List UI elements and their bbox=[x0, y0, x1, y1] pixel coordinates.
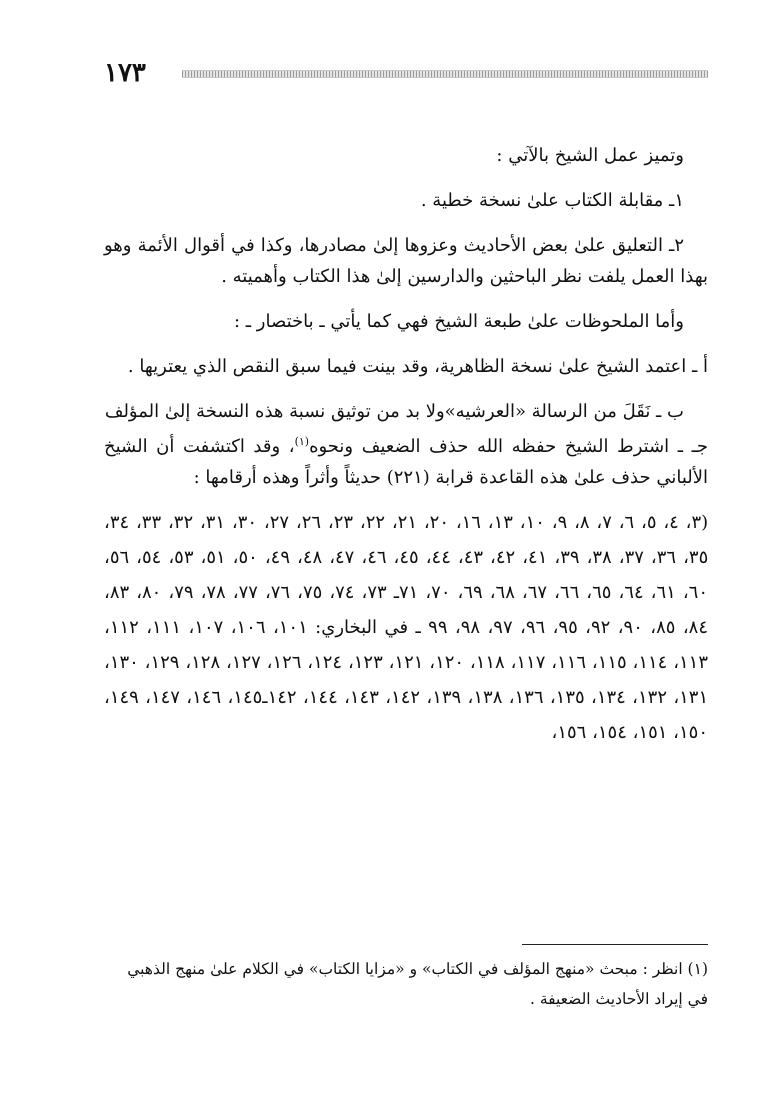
footnote-ref: (١) bbox=[294, 435, 310, 448]
page-number: ١٧٣ bbox=[104, 58, 146, 88]
page-header bbox=[104, 58, 708, 88]
footnote-1-cont: في إيراد الأحاديث الضعيفة . bbox=[529, 990, 708, 1008]
footnotes bbox=[104, 954, 708, 1014]
intro-paragraph: وتميز عمل الشيخ بالآتي : bbox=[496, 145, 684, 166]
footnote-1: (١) انظر : مبحث «منهج المؤلف في الكتاب» و «مزايا الكتاب» في الكلام علىٰ منهج الذهبي bbox=[127, 960, 708, 978]
main-text bbox=[104, 140, 708, 764]
footnote-divider bbox=[522, 944, 708, 945]
remark-c-text: جـ ـ اشترط الشيخ حفظه الله حذف الضعيف ونحوه bbox=[309, 436, 708, 457]
header-rule bbox=[182, 70, 708, 78]
remark-a: أ ـ اعتمد الشيخ علىٰ نسخة الظاهرية، وقد بينت فيما سبق النقص الذي يعتريها . bbox=[127, 356, 708, 377]
hadith-numbers-list: (٣، ٤، ٥، ٦، ٧، ٨، ٩، ١٠، ١٣، ١٦، ٢٠، ٢١، ٢٢، ٢٣، ٢٦، ٢٧، ٣٠، ٣١، ٣٢، ٣٣، ٣٤، ٣٥، ٣٦، ٣٧، ٣٨، ٣٩، ٤١، ٤٢، ٤٣، ٤٤، ٤٥، ٤٦، ٤٧، ٤٨، ٤٩، ٥٠، ٥١، ٥٣، ٥٤، ٥٦، ٦٠، ٦١، ٦٤، ٦٥، ٦٦، ٦٧، ٦٨، ٦٩، ٧٠، ٧١ـ ٧٣، ٧٤، ٧٥، ٧٦، ٧٧، ٧٨، ٧٩، ٨٠، ٨٣، ٨٤، ٨٥، ٩٠، ٩٢، ٩٥، ٩٦، ٩٧، ٩٨، ٩٩ ـ في البخاري: ١٠١، ١٠٦، ١٠٧، ١١١، ١١٢، ١١٣، ١١٤، ١١٥، ١١٦، ١١٧، ١١٨، ١٢٠، ١٢١، ١٢٣، ١٢٤، ١٢٦، ١٢٧، ١٢٨، ١٢٩، ١٣٠، ١٣١، ١٣٢، ١٣٤، ١٣٥، ١٣٦، ١٣٨، ١٣٩، ١٤٢، ١٤٣، ١٤٤، ١٤٢ـ١٤٥، ١٤٦، ١٤٧، ١٤٩، ١٥٠، ١٥١، ١٥٤، ١٥٦، bbox=[104, 512, 709, 743]
remark-c-text-cont: ، وقد اكتشفت أن الشيخ الألباني حذف علىٰ هذه القاعدة قرابة (٢٢١) حديثاً وأثراً وهذه أرقامها : bbox=[104, 436, 708, 488]
remark-b: ب ـ نَقَلَ من الرسالة «العرشيه»ولا بد من توثيق نسبة هذه النسخة إلىٰ المؤلف bbox=[104, 401, 684, 422]
list-item-1: ١ـ مقابلة الكتاب علىٰ نسخة خطية . bbox=[420, 190, 684, 211]
remark-c bbox=[104, 431, 708, 493]
list-item-2: ٢ـ التعليق علىٰ بعض الأحاديث وعزوها إلىٰ مصادرها، وكذا في أقوال الأئمة وهو بهذا العمل يلفت نظر الباحثين والدارسين إلىٰ هذا الكتاب وأهميته . bbox=[104, 235, 708, 287]
remarks-heading: وأما الملحوظات علىٰ طبعة الشيخ فهي كما يأتي ـ باختصار ـ : bbox=[234, 311, 684, 332]
